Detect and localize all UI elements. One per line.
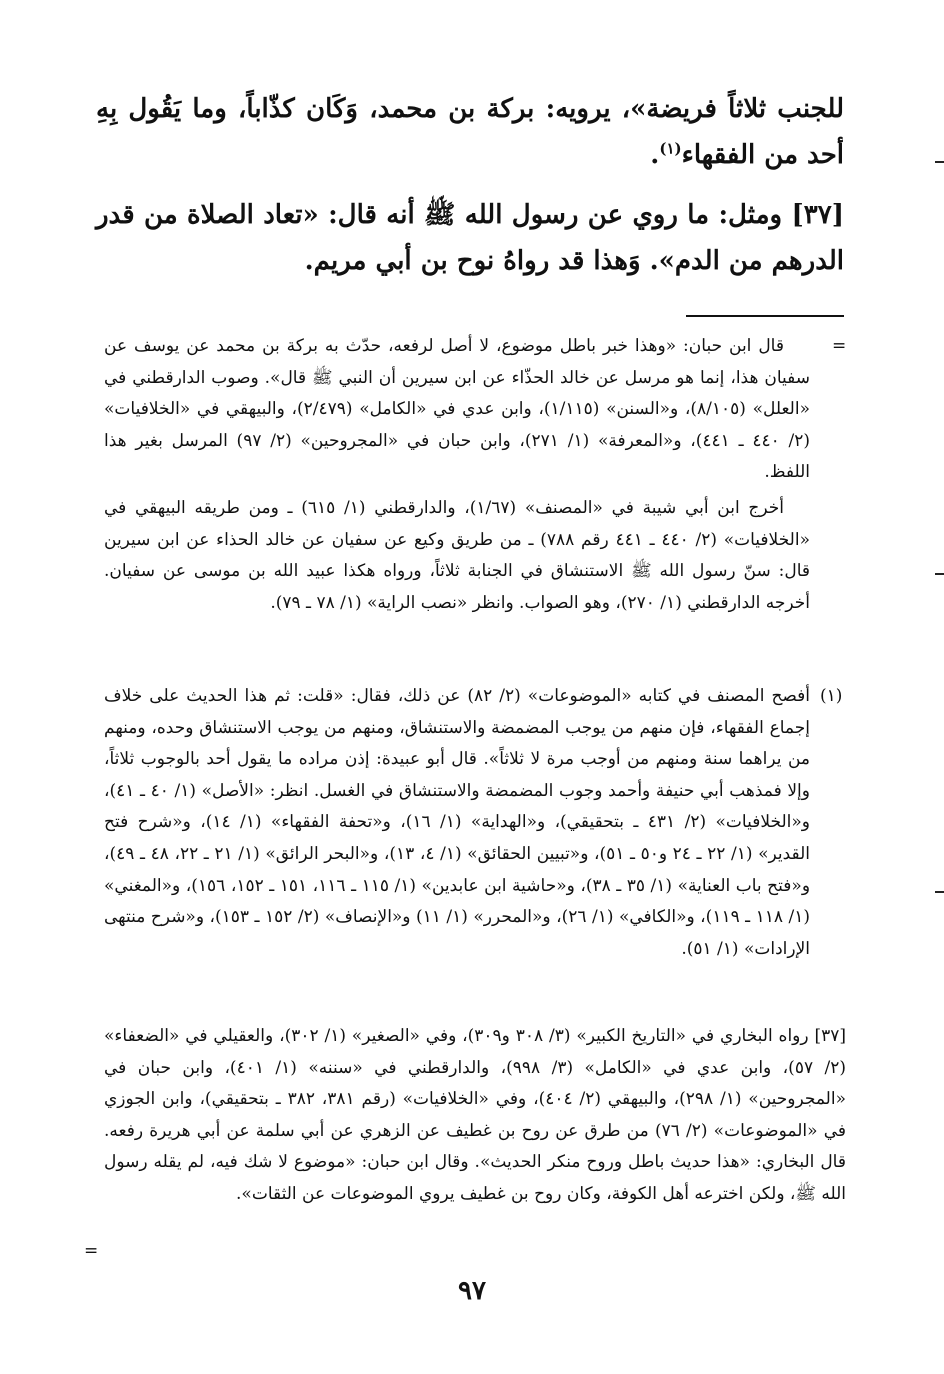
main-paragraph-2-text: ومثل: ما روي عن رسول الله ﷺ أنه قال: «تعاد الصلاة من قدر الدرهم من الدم». وَهذا قد رواهُ نوح بن أبي مريم. [96,200,844,276]
footnote-continuation-p1: قال ابن حبان: «وهذا خبر باطل موضوع، لا أصل لرفعه، حدّث به بركة بن محمد عن يوسف عن سفيان هذا، إنما هو مرسل عن خالد الحذّاء عن ابن سيرين أن النبي ﷺ قال». وصوب الدارقطني في «العلل» (٨/١٠٥)، و«السنن» (١/١١٥)، وابن عدي في «الكامل» (٢/٤٧٩)، والبيهقي في «الخلافيات» (٢/ ٤٤٠ ـ ٤٤١)، و«المعرفة» (١/ ٢٧١)، وابن حبان في «المجروحين» (٢/ ٩٧) المرسل بغير هذا اللفظ. [104,336,811,483]
page-number: ٩٧ [458,1276,486,1306]
main-paragraph-1-end: . [650,140,660,170]
scan-edge-mark [935,161,944,163]
continuation-marker: = [832,336,847,356]
hadith-number: [٣٧] [791,200,844,230]
footnote-37-marker: [٣٧] [814,1026,846,1046]
footnote-reference[interactable]: (١) [659,139,682,158]
scan-edge-mark [935,573,944,575]
main-paragraph-1 [96,86,844,178]
footnote-37-text: رواه البخاري في «التاريخ الكبير» (٣/ ٣٠٨ و٣٠٩)، وفي «الصغير» (١/ ٣٠٢)، والعقيلي في «الضعفاء» (٢/ ٥٧)، وابن عدي في «الكامل» (٣/ ٩٩٨)، والدارقطني في «سننه» (١/ ٤٠١)، وابن حبان في «المجروحين» (١/ ٢٩٨)، والبيهقي (٢/ ٤٠٤)، وفي «الخلافيات» (رقم ٣٨١، ٣٨٢ ـ بتحقيقي)، وابن الجوزي في «الموضوعات» (٢/ ٧٦) من طرق عن روح بن غطيف عن الزهري عن أبي سلمة عن أبي هريرة رفعه. قال البخاري: «هذا حديث باطل وروح منكر الحديث». وقال ابن حبان: «موضوع لا شك فيه، لم يقله رسول الله ﷺ، ولكن اخترعه أهل الكوفة، وكان روح بن غطيف يروي الموضوعات عن الثقات». [104,1026,847,1204]
footnote-continuation [104,331,810,619]
footnote-separator [686,315,844,317]
main-paragraph-2 [96,192,844,284]
main-paragraph-1-text: للجنب ثلاثاً فريضة»، يرويه: بركة بن محمد، وَكَان كذّاباً، وما يَقُول بِهِ أحد من الفقهاء [96,94,844,170]
scan-edge-mark [935,891,944,893]
footnote-37 [104,1021,846,1211]
footnote-1-text: أفصح المصنف في كتابه «الموضوعات» (٢/ ٨٢) عن ذلك، فقال: «قلت: ثم هذا الحديث على خلاف إجماع الفقهاء، فإن منهم من يوجب المضمضة والاستنشاق، ومنهم من يوجب الاستنشاق وحده، ومنهم من يراهما سنة ومنهم من أوجب مرة لا ثلاثاً». قال أبو عبيدة: إذن مراده ما يقول أحد بالوجوب ثلاثاً، وإلا فمذهب أبي حنيفة وأحمد وجوب المضمضة والاستنشاق في الغسل. انظر: «الأصل» (١/ ٤٠ ـ ٤١)، و«الخلافيات» (٢/ ٤٣١ ـ بتحقيقي)، و«الهداية» (١/ ١٦)، و«تحفة الفقهاء» (١/ ١٤)، و«شرح فتح القدير» (١/ ٢٢ ـ ٢٤ و٥٠ ـ ٥١)، و«تبيين الحقائق» (١/ ٤، ١٣)، و«البحر الرائق» (١/ ٢١ ـ ٢٢، ٤٨ ـ ٤٩)، و«فتح باب العناية» (١/ ٣٥ ـ ٣٨)، و«حاشية ابن عابدين» (١/ ١١٥ ـ ١١٦، ١٥١ ـ ١٥٢، ١٥٦)، و«المغني» (١/ ١١٨ ـ ١١٩)، و«الكافي» (١/ ٢٦)، و«المحرر» (١/ ١١) و«الإنصاف» (٢/ ١٥٢ ـ ١٥٣)، و«شرح منتهى الإرادات» (١/ ٥١). [104,686,811,959]
footnote-37-continues-marker: = [84,1241,99,1261]
footnote-1-marker: (١) [820,686,843,706]
footnote-1 [104,681,810,965]
footnote-continuation-p2: أخرج ابن أبي شيبة في «المصنف» (١/٦٧)، والدارقطني (١/ ٦١٥) ـ ومن طريقه البيهقي في «الخلافيات» (٢/ ٤٤٠ ـ ٤٤١ رقم ٧٨٨) ـ من طريق وكيع عن سفيان عن خالد الحذاء عن ابن سيرين قال: سنّ رسول الله ﷺ الاستنشاق في الجنابة ثلاثاً، ورواه هكذا عبيد الله بن موسى عن سفيان. أخرجه الدارقطني (١/ ٢٧٠)، وهو الصواب. وانظر «نصب الراية» (١/ ٧٨ ـ ٧٩). [104,497,810,613]
